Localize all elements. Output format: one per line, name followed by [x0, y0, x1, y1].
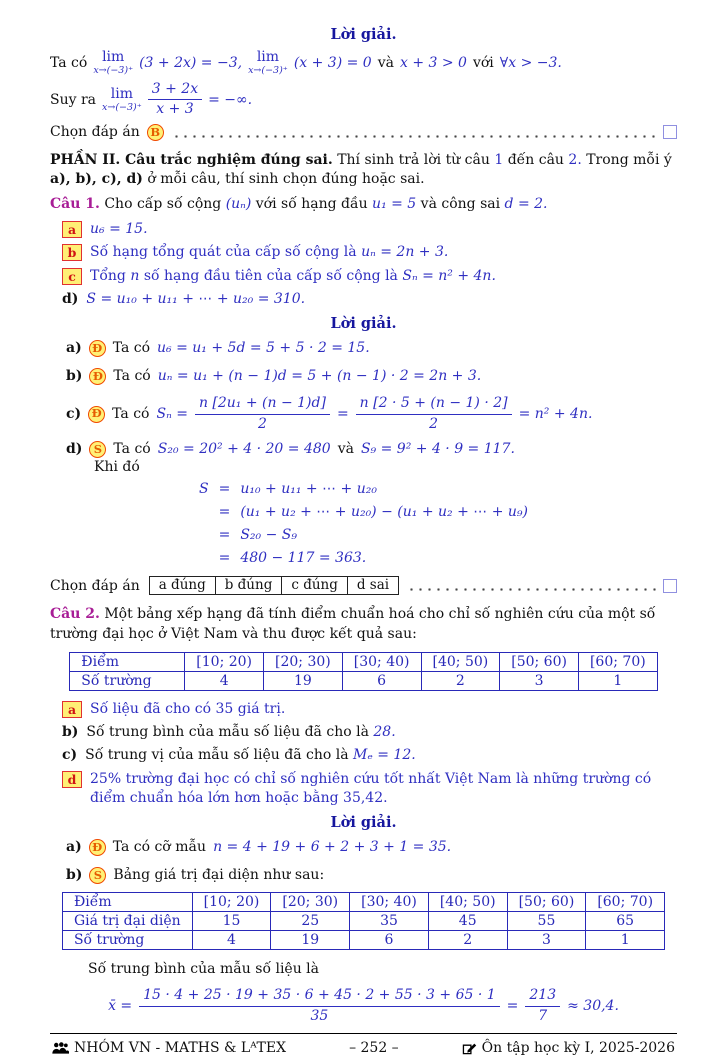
sol2-a: a) Đ Ta có cỡ mẫu n = 4 + 19 + 6 + 2 + 3 + 1 = 35.: [66, 839, 452, 856]
aligned-equations: S = u₁₀ + u₁₁ + ⋯ + u₂₀ = (u₁ + u₂ + ⋯ + u₂₀) − (u₁ + u₂ + ⋯ + u₉) = S₂₀ − S₉ = 480 − 117 = 363.: [199, 481, 528, 567]
mean-intro-text: Số trung bình của mẫu số liệu là: [88, 961, 319, 978]
sol-label: b): [66, 368, 83, 385]
qed-square-icon: [663, 125, 677, 139]
statement-body: u₆ = 15.: [90, 221, 148, 238]
statement-tag: b): [62, 724, 79, 741]
answer-badge: B: [147, 124, 164, 141]
statement-tag: d: [62, 771, 82, 788]
math-run: = −∞.: [208, 91, 253, 108]
true-badge: Đ: [88, 406, 105, 423]
math-run: (x + 3) = 0: [293, 54, 372, 71]
fraction: $\frac{3 + 2x}{x + 3}$: [148, 81, 202, 119]
table-row: Giá trị đại diện 15 25 35 45 55 65: [62, 912, 664, 931]
q2-statement-c: [50, 746, 677, 765]
statement-tag: d): [62, 291, 79, 308]
qed-square-icon: [663, 579, 677, 593]
math-run: x̄ =: [108, 998, 133, 1015]
frequency-table: [69, 652, 657, 691]
table-row: Điểm [10; 20) [20; 30) [30; 40) [40; 50) [50; 60) [60; 70): [62, 893, 664, 912]
footer-left: NHÓM VN - MATHS & LᴬTEX: [52, 1040, 286, 1056]
fraction: $\frac{n [2 \cdot 5 + (n - 1) \cdot 2]}{2}$: [356, 395, 512, 433]
q1-statement-a: [50, 220, 677, 239]
true-badge: Đ: [89, 368, 106, 385]
sol-label: d): [66, 441, 83, 458]
statement-body: Số hạng tổng quát của cấp số cộng là uₙ = 2n + 3.: [90, 244, 449, 261]
footer-right: Ôn tập học kỳ I, 2025-2026: [462, 1040, 675, 1056]
dotted-leader: [172, 135, 657, 138]
sol1-a: a) Đ Ta có u₆ = u₁ + 5d = 5 + 5 · 2 = 15.: [66, 340, 370, 357]
representative-value-table: [62, 892, 665, 950]
text-run: và: [377, 54, 394, 71]
text-run: Suy ra: [50, 91, 97, 108]
choose-answer-label: Chọn đáp án: [50, 577, 140, 594]
sol2-b: b) S Bảng giá trị đại diện như sau:: [66, 867, 325, 884]
solution-heading-1: Lời giải.: [330, 26, 397, 43]
question-2: Câu 2. Một bảng xếp hạng đã tính điểm chuẩn hoá cho chỉ số nghiên cứu của một số trường đại học ở Việt Nam và thu được kết quả sau:: [50, 606, 656, 642]
dotted-leader: [407, 588, 657, 591]
false-badge: S: [89, 867, 106, 884]
statement-body: Số liệu đã cho có 35 giá trị.: [90, 700, 286, 717]
statement-tag: b: [62, 244, 82, 261]
false-badge: S: [89, 441, 106, 458]
q2-statement-b: [50, 723, 677, 742]
q2-statement-a: [50, 700, 677, 719]
sol1-d: d) S Ta có S₂₀ = 20² + 4 · 20 = 480 và S₉ = 9² + 4 · 9 = 117.: [66, 441, 515, 458]
pencil-note-icon: [462, 1041, 477, 1055]
question-1-label: Câu 1.: [50, 196, 100, 213]
choose-answer-label: Chọn đáp án: [50, 124, 140, 140]
q1-statement-d: [50, 290, 677, 309]
statement-body: Số trung vị của mẫu số liệu đã cho là Mₑ = 12.: [85, 747, 416, 764]
statement-tag: c: [62, 268, 82, 285]
sol-label: a): [66, 340, 82, 357]
statement-body: S = u₁₀ + u₁₁ + ⋯ + u₂₀ = 310.: [86, 291, 306, 308]
solution-heading-2: Lời giải.: [330, 315, 397, 333]
question-1: Câu 1. Cho cấp số cộng (uₙ) với số hạng đầu u₁ = 5 và công sai d = 2.: [50, 196, 548, 213]
fraction: $\frac{213}{7}$: [525, 987, 560, 1025]
khi-do-text: Khi đó: [94, 459, 140, 476]
math-run: ∀x > −3.: [499, 54, 562, 71]
group-people-icon: [52, 1042, 69, 1055]
table-row: Số trường 4 19 6 2 3 1: [62, 931, 664, 950]
part2-title: PHẦN II. Câu trắc nghiệm đúng sai.: [50, 151, 333, 168]
text-run: Ta có: [50, 54, 88, 71]
statement-body: Số trung bình của mẫu số liệu đã cho là 28.: [86, 724, 396, 741]
sol1-b: b) Đ Ta có uₙ = u₁ + (n − 1)d = 5 + (n − 1) · 2 = 2n + 3.: [66, 368, 482, 385]
sol1-c: c) Đ Ta có Sₙ = $\frac{\text{n [2u₁ + (n − 1)d]}}{2}$ = $\frac{n [2 \cdot 5 + (n - 1) \cdot 2]}{2}$ = n² + 4n.: [66, 395, 593, 432]
q1-statement-c: [50, 267, 677, 286]
question-2-label: Câu 2.: [50, 606, 100, 623]
part2-header: PHẦN II. Câu trắc nghiệm đúng sai. Thí sinh trả lời từ câu 1 đến câu 2. Trong mỗi ý a), b), c), d) ở mỗi câu, thí sinh chọn đúng hoặc sai.: [50, 151, 672, 188]
answer-table: a đúng b đúng c đúng d sai: [149, 576, 399, 595]
statement-tag: c): [62, 747, 78, 764]
text-run: với: [472, 54, 494, 71]
math-run: (3 + 2x) = −3,: [139, 54, 243, 71]
statement-tag: a: [62, 221, 82, 238]
math-run: x + 3 > 0: [399, 54, 467, 71]
statement-body: Tổng n số hạng đầu tiên của cấp số cộng là Sₙ = n² + 4n.: [90, 267, 496, 284]
true-badge: Đ: [89, 839, 106, 856]
limit-operator: lim x→(−3)⁺: [248, 49, 288, 76]
statement-body: 25% trường đại học có chỉ số nghiên cứu tốt nhất Việt Nam là những trường có điểm chuẩn hóa lớn hơn hoặc bằng 35,42.: [90, 770, 652, 807]
sol-label: b): [66, 867, 83, 884]
footer-page-number: – 252 –: [349, 1040, 399, 1056]
limit-operator: lim x→(−3)⁺: [93, 49, 134, 76]
fraction: $\frac{\text{n [2u₁ + (n − 1)d]}}{2}$: [195, 395, 330, 433]
statement-tag: a: [62, 701, 82, 718]
limit-line-2: [50, 81, 677, 119]
page-footer: [50, 1033, 677, 1056]
sol-label: a): [66, 839, 82, 856]
solution-heading-3: Lời giải.: [330, 814, 397, 832]
choose-answer-line-1: [50, 124, 677, 141]
limit-operator: lim x→(−3)⁺: [102, 85, 142, 113]
table-row: Số trường 4 19 6 2 3 1: [70, 671, 657, 690]
true-badge: Đ: [89, 340, 106, 357]
table-row: Điểm [10; 20) [20; 30) [30; 40) [40; 50) [50; 60) [60; 70): [70, 652, 657, 671]
mean-equation: x̄ = $\frac{15 \cdot 4 + 25 \cdot 19 + 35 \cdot 6 + 45 \cdot 2 + 55 \cdot 3 + 65 \cdot 1}{35}$ = $\frac{213}{7}$ ≈ 30,4.: [108, 987, 619, 1024]
q2-statement-d: [50, 770, 677, 809]
limit-line-1: [50, 50, 677, 76]
q1-statement-b: [50, 243, 677, 262]
sol-label: c): [66, 405, 82, 422]
choose-answer-line-2: [50, 576, 677, 595]
fraction: $\frac{15 \cdot 4 + 25 \cdot 19 + 35 \cdot 6 + 45 \cdot 2 + 55 \cdot 3 + 65 \cdot 1}{35}$: [139, 987, 500, 1025]
